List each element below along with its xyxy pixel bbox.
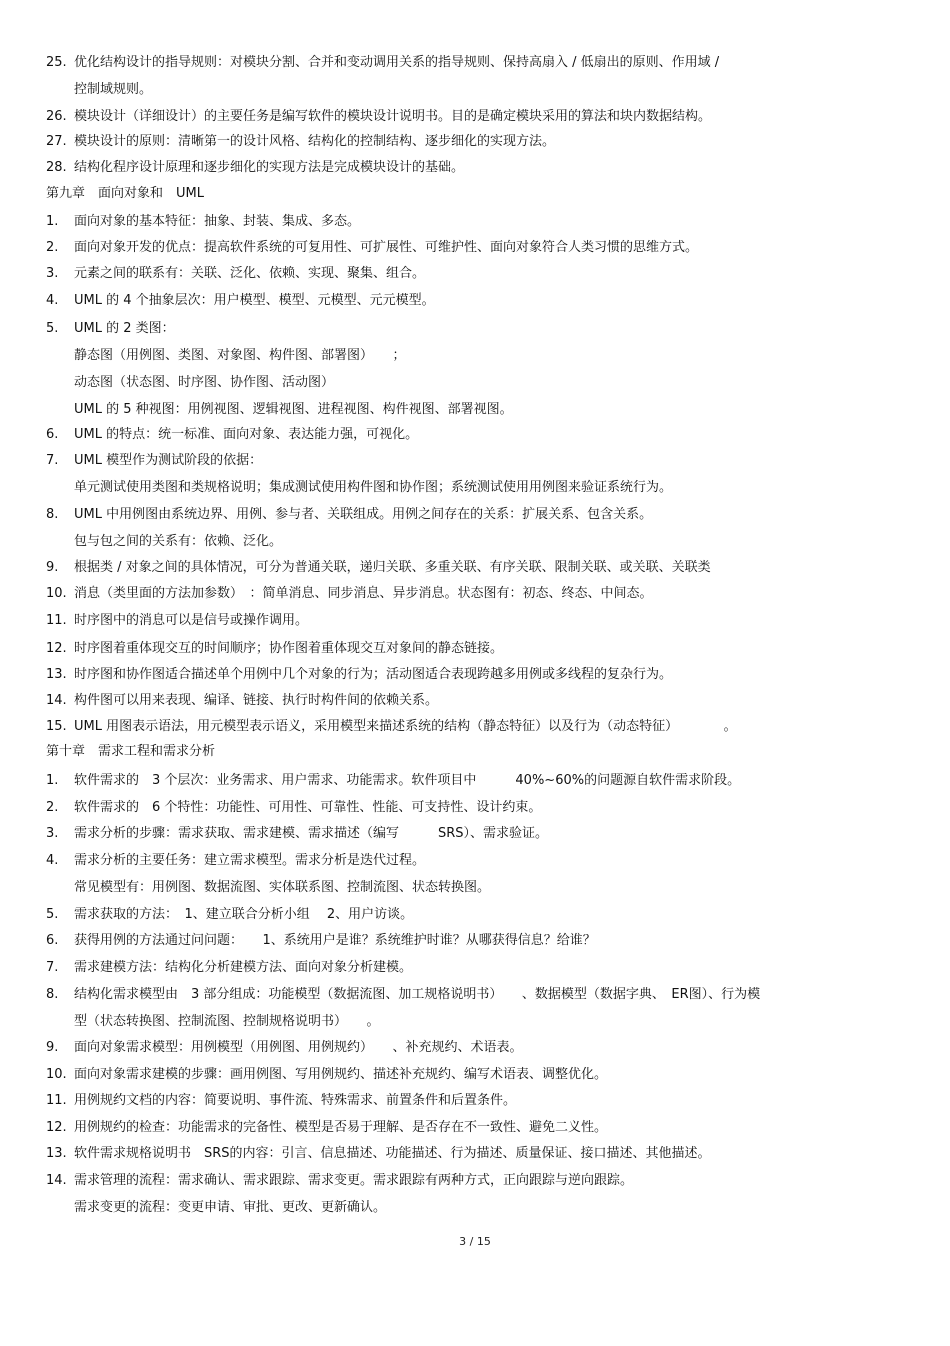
text-line: 元素之间的联系有：关联、泛化、依赖、实现、聚集、组合。 xyxy=(74,266,426,281)
item-number: 1. xyxy=(46,773,59,788)
text-line: 获得用例的方法通过问问题： 1、系统用户是谁？系统维护时谁？从哪获得信息？给谁？ xyxy=(74,933,596,948)
item-number: 10. xyxy=(46,1067,67,1082)
page-number: 3 / 15 xyxy=(459,1235,491,1248)
text-line: 结构化需求模型由 3 部分组成：功能模型（数据流图、加工规格说明书） 、数据模型（数据字典、 ER图）、行为模 xyxy=(74,987,761,1002)
item-number: 14. xyxy=(46,1173,67,1188)
text-line: 结构化程序设计原理和逐步细化的实现方法是完成模块设计的基础。 xyxy=(74,160,465,175)
text-line: 根据类 / 对象之间的具体情况，可分为普通关联，递归关联、多重关联、有序关联、限制关联、或关联、关联类 xyxy=(74,560,711,575)
item-number: 13. xyxy=(46,667,67,682)
text-line: 包与包之间的关系有：依赖、泛化。 xyxy=(74,534,283,549)
text-line: 需求管理的流程：需求确认、需求跟踪、需求变更。需求跟踪有两种方式，正向跟踪与逆向跟踪。 xyxy=(74,1173,634,1188)
text-line: 消息（类里面的方法加参数） ：简单消息、同步消息、异步消息。状态图有：初态、终态、中间态。 xyxy=(74,586,653,601)
item-number: 12. xyxy=(46,1120,67,1135)
item-number: 13. xyxy=(46,1146,67,1161)
text-line: 面向对象需求模型：用例模型（用例图、用例规约） 、补充规约、术语表。 xyxy=(74,1040,523,1055)
text-line: UML 的 4 个抽象层次：用户模型、模型、元模型、元元模型。 xyxy=(74,293,435,308)
item-number: 9. xyxy=(46,560,59,575)
item-number: 8. xyxy=(46,987,59,1002)
item-number: 4. xyxy=(46,293,59,308)
text-line: 模块设计的原则：清晰第一的设计风格、结构化的控制结构、逐步细化的实现方法。 xyxy=(74,134,556,149)
item-number: 6. xyxy=(46,427,59,442)
text-line: UML 的特点：统一标准、面向对象、表达能力强，可视化。 xyxy=(74,427,419,442)
item-number: 4. xyxy=(46,853,59,868)
text-line: 用例规约文档的内容：简要说明、事件流、特殊需求、前置条件和后置条件。 xyxy=(74,1093,517,1108)
item-number: 28. xyxy=(46,160,67,175)
text-line: 常见模型有：用例图、数据流图、实体联系图、控制流图、状态转换图。 xyxy=(74,880,491,895)
item-number: 12. xyxy=(46,641,67,656)
item-number: 6. xyxy=(46,933,59,948)
text-line: 动态图（状态图、时序图、协作图、活动图） xyxy=(74,375,335,390)
item-number: 11. xyxy=(46,613,67,628)
text-line: 时序图和协作图适合描述单个用例中几个对象的行为；活动图适合表现跨越多用例或多线程的复杂行为。 xyxy=(74,667,673,682)
item-number: 27. xyxy=(46,134,67,149)
item-number: 15. xyxy=(46,719,67,734)
text-line: UML 用图表示语法，用元模型表示语义，采用模型来描述系统的结构（静态特征）以及行为（动态特征） 。 xyxy=(74,719,737,734)
text-line: 软件需求的 6 个特性：功能性、可用性、可靠性、性能、可支持性、设计约束。 xyxy=(74,800,542,815)
text-line: 用例规约的检查：功能需求的完备性、模型是否易于理解、是否存在不一致性、避免二义性。 xyxy=(74,1120,608,1135)
item-number: 5. xyxy=(46,321,59,336)
item-number: 3. xyxy=(46,826,59,841)
text-line: UML 中用例图由系统边界、用例、参与者、关联组成。用例之间存在的关系：扩展关系、包含关系。 xyxy=(74,507,653,522)
text-line: 需求获取的方法： 1、建立联合分析小组 2、用户访谈。 xyxy=(74,907,414,922)
item-number: 9. xyxy=(46,1040,59,1055)
text-line: 面向对象开发的优点：提高软件系统的可复用性、可扩展性、可维护性、面向对象符合人类习惯的思维方式。 xyxy=(74,240,699,255)
text-line: UML 的 2 类图： xyxy=(74,321,175,336)
item-number: 3. xyxy=(46,266,59,281)
text-line: 构件图可以用来表现、编译、链接、执行时构件间的依赖关系。 xyxy=(74,693,439,708)
item-number: 11. xyxy=(46,1093,67,1108)
text-line: 面向对象的基本特征：抽象、封装、集成、多态。 xyxy=(74,214,361,229)
item-number: 7. xyxy=(46,960,59,975)
item-number: 10. xyxy=(46,586,67,601)
item-number: 14. xyxy=(46,693,67,708)
text-line: 控制域规则。 xyxy=(74,82,153,97)
text-line: 需求建模方法：结构化分析建模方法、面向对象分析建模。 xyxy=(74,960,413,975)
item-number: 7. xyxy=(46,453,59,468)
text-line: UML 的 5 种视图：用例视图、逻辑视图、进程视图、构件视图、部署视图。 xyxy=(74,402,513,417)
text-line: 需求分析的步骤：需求获取、需求建模、需求描述（编写 SRS）、需求验证。 xyxy=(74,826,549,841)
item-number: 8. xyxy=(46,507,59,522)
text-line: 需求变更的流程：变更申请、审批、更改、更新确认。 xyxy=(74,1200,387,1215)
text-line: 面向对象需求建模的步骤：画用例图、写用例规约、描述补充规约、编写术语表、调整优化。 xyxy=(74,1067,608,1082)
text-line: 优化结构设计的指导规则：对模块分割、合并和变动调用关系的指导规则、保持高扇入 / 低扇出的原则、作用域 / xyxy=(74,55,720,70)
item-number: 2. xyxy=(46,800,59,815)
text-line: 模块设计（详细设计）的主要任务是编写软件的模块设计说明书。目的是确定模块采用的算法和块内数据结构。 xyxy=(74,109,712,124)
text-line: 软件需求规格说明书 SRS的内容：引言、信息描述、功能描述、行为描述、质量保证、接口描述、其他描述。 xyxy=(74,1146,711,1161)
text-line: 第十章 需求工程和需求分析 xyxy=(46,744,216,759)
text-line: 时序图中的消息可以是信号或操作调用。 xyxy=(74,613,309,628)
text-line: 时序图着重体现交互的时间顺序；协作图着重体现交互对象间的静态链接。 xyxy=(74,641,504,656)
item-number: 25. xyxy=(46,55,67,70)
text-line: 单元测试使用类图和类规格说明；集成测试使用构件图和协作图；系统测试使用用例图来验证系统行为。 xyxy=(74,480,673,495)
item-number: 1. xyxy=(46,214,59,229)
text-line: 型（状态转换图、控制流图、控制规格说明书） 。 xyxy=(74,1014,380,1029)
item-number: 26. xyxy=(46,109,67,124)
item-number: 5. xyxy=(46,907,59,922)
item-number: 2. xyxy=(46,240,59,255)
text-line: UML 模型作为测试阶段的依据： xyxy=(74,453,263,468)
text-line: 第九章 面向对象和 UML xyxy=(46,186,204,201)
text-line: 静态图（用例图、类图、对象图、构件图、部署图） ； xyxy=(74,348,406,363)
text-line: 需求分析的主要任务：建立需求模型。需求分析是迭代过程。 xyxy=(74,853,426,868)
text-line: 软件需求的 3 个层次：业务需求、用户需求、功能需求。软件项目中 40%~60%的问题源自软件需求阶段。 xyxy=(74,773,741,788)
